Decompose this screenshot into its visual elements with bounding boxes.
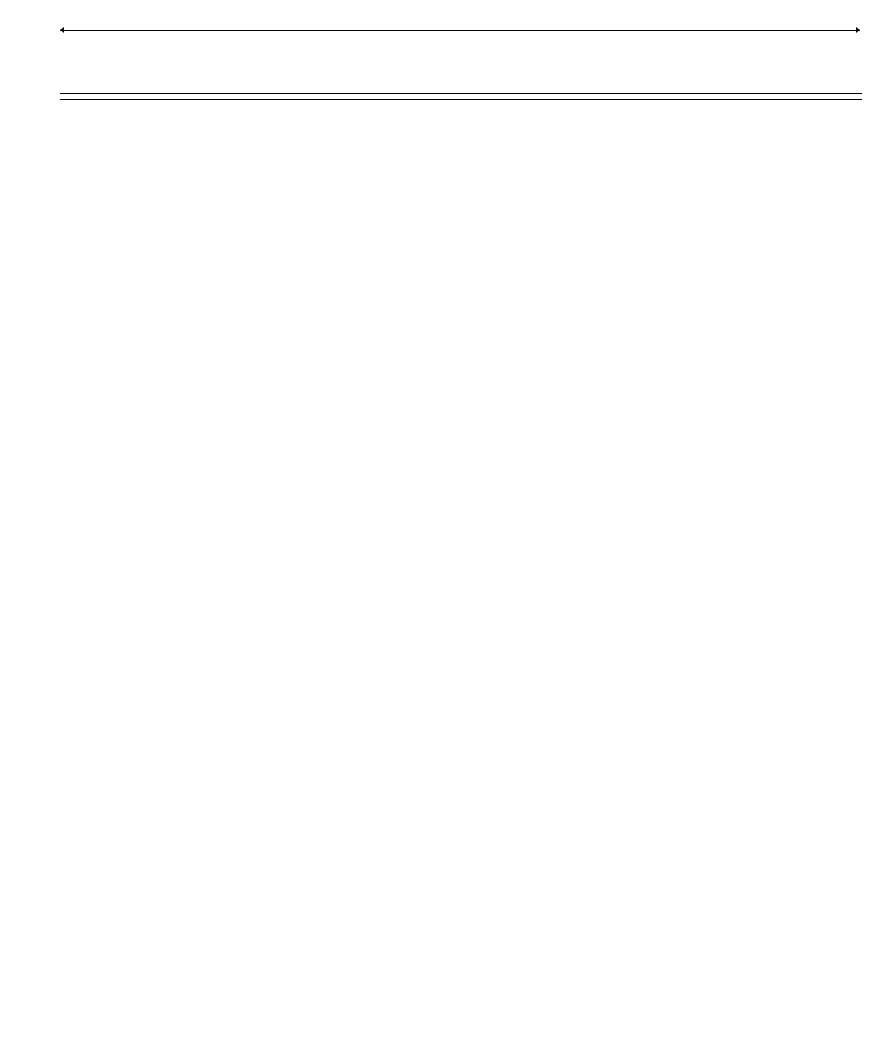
cytoband-line-top <box>60 93 862 94</box>
coordinate-ruler[interactable] <box>0 0 890 50</box>
ruler-left-arrow-icon <box>60 27 64 33</box>
ruler-axis-line <box>60 30 860 31</box>
ruler-right-arrow-icon <box>856 27 860 33</box>
cytoband-line-bottom <box>60 99 862 100</box>
